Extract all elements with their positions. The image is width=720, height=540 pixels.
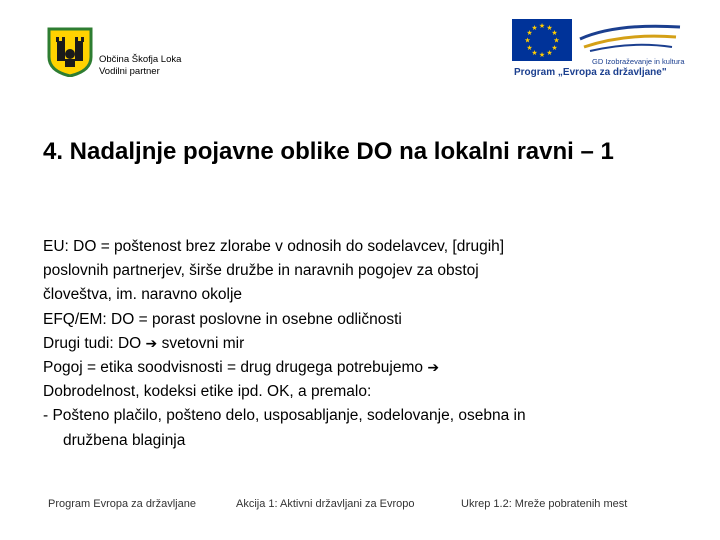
arrow-right-icon: ➔ xyxy=(145,335,158,352)
body-line-4: EFQ/EM: DO = porast poslovne in osebne odličnosti xyxy=(43,310,402,328)
footer-measure: Ukrep 1.2: Mreže pobratenih mest xyxy=(461,498,628,510)
svg-text:★: ★ xyxy=(538,51,546,59)
body-line-8: - Pošteno plačilo, pošteno delo, usposabljanje, sodelovanje, osebna in xyxy=(43,407,526,425)
svg-text:★: ★ xyxy=(526,29,533,37)
svg-text:★: ★ xyxy=(551,44,558,52)
org-role: Vodilni partner xyxy=(99,66,160,77)
slide-title: 4. Nadaljnje pojavne oblike DO na lokalni ravni – 1 xyxy=(43,138,614,165)
svg-text:★: ★ xyxy=(538,22,546,30)
eu-flag-icon xyxy=(512,19,572,61)
svg-text:★: ★ xyxy=(531,49,538,57)
org-name: Občina Škofja Loka xyxy=(99,54,182,65)
eu-swirl-logo-icon xyxy=(576,19,684,61)
svg-text:★: ★ xyxy=(524,36,531,45)
svg-text:★: ★ xyxy=(553,36,560,45)
footer-action: Akcija 1: Aktivni državljani za Evropo xyxy=(236,498,415,510)
svg-text:★: ★ xyxy=(546,49,553,57)
org-block xyxy=(99,54,181,78)
body-line-9: družbena blaginja xyxy=(63,431,186,449)
body-line-1: EU: DO = poštenost brez zlorabe v odnosih do sodelavcev, [drugih] xyxy=(43,238,505,255)
body-line-2: poslovnih partnerjev, širše družbe in naravnih pogojev za obstoj xyxy=(43,262,479,280)
eu-logo-block xyxy=(512,19,684,81)
svg-text:★: ★ xyxy=(546,24,553,32)
body-line-6: Pogoj = etika soodvisnosti = drug drugega potrebujemo ➔ xyxy=(43,359,440,377)
coat-of-arms-logo xyxy=(47,27,93,77)
footer-program: Program Evropa za državljane xyxy=(48,498,196,510)
svg-text:★: ★ xyxy=(531,24,538,32)
eu-logo-subtext: GD Izobraževanje in kultura xyxy=(592,57,685,66)
body-line-7: Dobrodelnost, kodeksi etike ipd. OK, a premalo: xyxy=(43,383,372,401)
eu-program-label: Program „Evropa za državljane" xyxy=(514,67,667,78)
body-line-5: Drugi tudi: DO ➔ svetovni mir xyxy=(43,334,245,352)
slide-body xyxy=(43,235,683,453)
svg-text:★: ★ xyxy=(526,44,533,52)
svg-text:★: ★ xyxy=(551,29,558,37)
arrow-right-icon: ➔ xyxy=(427,360,440,377)
body-line-3: človeštva, im. naravno okolje xyxy=(43,286,243,304)
